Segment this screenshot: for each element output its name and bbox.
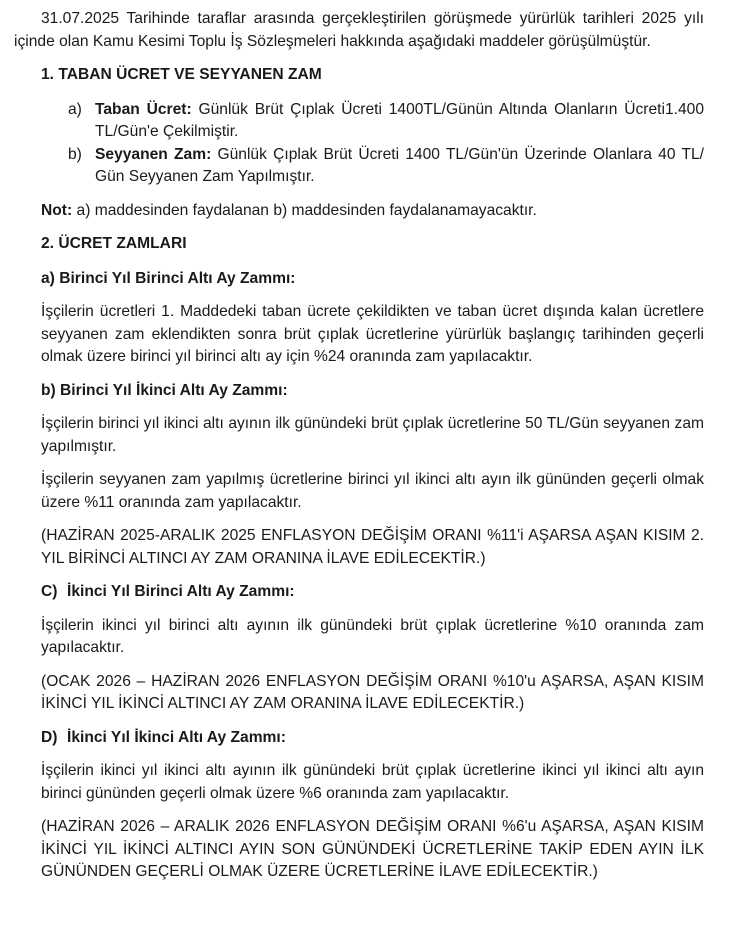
- list-term: Taban Ücret:: [95, 100, 192, 118]
- subsection-b-paragraph: İşçilerin birinci yıl ikinci altı ayının ilk günündeki brüt çıplak ücretlerine 50 TL/Gün seyyanen zam yapılmıştır.: [41, 415, 704, 455]
- section-1-title: 1. TABAN ÜCRET VE SEYYANEN ZAM: [41, 66, 322, 83]
- subsection-d-letter: D): [41, 728, 58, 746]
- note-text: a) maddesinden faydalanan b) maddesinden faydalanamayacaktır.: [72, 201, 537, 219]
- subsection-d-title: [41, 727, 704, 750]
- subsection-b-paragraph: İşçilerin seyyanen zam yapılmış ücretlerine birinci yıl ikinci altı ayın ilk gününden geçerli olmak üzere %11 oranında zam yapılacaktır.: [41, 471, 704, 511]
- section-2-title: 2. ÜCRET ZAMLARI: [41, 235, 187, 252]
- subsection-b-title: b) Birinci Yıl İkinci Altı Ay Zammı:: [41, 381, 288, 399]
- subsection-c-paragraph: İşçilerin ikinci yıl birinci altı ayının ilk günündeki brüt çıplak ücretlerine %10 oranında zam yapılacaktır.: [41, 616, 704, 656]
- note-label: Not:: [41, 201, 73, 219]
- subsection-c-title-text: İkinci Yıl Birinci Altı Ay Zammı:: [67, 583, 295, 600]
- note: [41, 200, 704, 223]
- list-text: Günlük Brüt Çıplak Ücreti 1400TL/Günün Altında Olanların Ücreti1.400 TL/Gün'e Çekilmiştir.: [95, 100, 704, 140]
- subsection-d-title-text: İkinci Yıl İkinci Altı Ay Zammı:: [67, 728, 286, 746]
- subsection-d-note: (HAZİRAN 2026 – ARALIK 2026 ENFLASYON DEĞİŞİM ORANI %6'u AŞARSA, AŞAN KISIM İKİNCİ YIL İKİNCİ ALTINCI AYIN SON GÜNÜNDEKİ ÜCRETLERİNE TAKİP EDEN AYIN İLK GÜNÜNDEN GEÇERLİ OLMAK ÜZERE ÜCRETLERİNE İLAVE EDİLECEKTİR.): [41, 818, 704, 880]
- subsection-d-paragraph: İşçilerin ikinci yıl ikinci altı ayının ilk günündeki brüt çıplak ücretlerine ikinci yıl ikinci altı ayın birinci gününden geçerli olmak üzere %6 oranında zam yapılacaktır.: [41, 762, 704, 802]
- subsection-c-title: [41, 581, 704, 604]
- section-1: [41, 64, 704, 222]
- subsection-c-letter: C): [41, 583, 58, 600]
- subsection-a-title: a) Birinci Yıl Birinci Altı Ay Zammı:: [41, 269, 296, 287]
- list-item: [68, 99, 704, 144]
- list-marker: b): [68, 145, 82, 163]
- subsection-b-note: (HAZİRAN 2025-ARALIK 2025 ENFLASYON DEĞİŞİM ORANI %11'i AŞARSA AŞAN KISIM 2. YIL BİRİNCİ ALTINCI AY ZAM ORANINA İLAVE EDİLECEKTİR.): [41, 527, 704, 567]
- subsection-c-note: (OCAK 2026 – HAZİRAN 2026 ENFLASYON DEĞİŞİM ORANI %10'u AŞARSA, AŞAN KISIM İKİNCİ YIL İKİNCİ ALTINCI AY ZAM ORANINA İLAVE EDİLECEKTİR.): [41, 672, 704, 712]
- list-marker: a): [68, 100, 82, 118]
- list-term: Seyyanen Zam:: [95, 145, 212, 163]
- list-text: Günlük Çıplak Brüt Ücreti 1400 TL/Gün'ün Üzerinde Olanlara 40 TL/ Gün Seyyanen Zam Yapılmıştır.: [95, 145, 704, 185]
- list-item: [68, 144, 704, 189]
- section-2: [41, 233, 704, 884]
- subsection-a-paragraph: İşçilerin ücretleri 1. Maddedeki taban ücrete çekildikten ve taban ücret dışında kalan ücretlere seyyanen zam eklendikten sonra brüt çıplak ücretlerine yürürlük başlangıç tarihinden geçerli olmak üzere birinci yıl birinci altı ay için %24 oranında zam yapılacaktır.: [41, 303, 704, 365]
- section-1-list: [68, 99, 704, 189]
- intro-paragraph: 31.07.2025 Tarihinde taraflar arasında gerçekleştirilen görüşmede yürürlük tarihleri 2025 yılı içinde olan Kamu Kesimi Toplu İş Sözleşmeleri hakkında aşağıdaki maddeler görüşülmüştür.: [14, 10, 704, 50]
